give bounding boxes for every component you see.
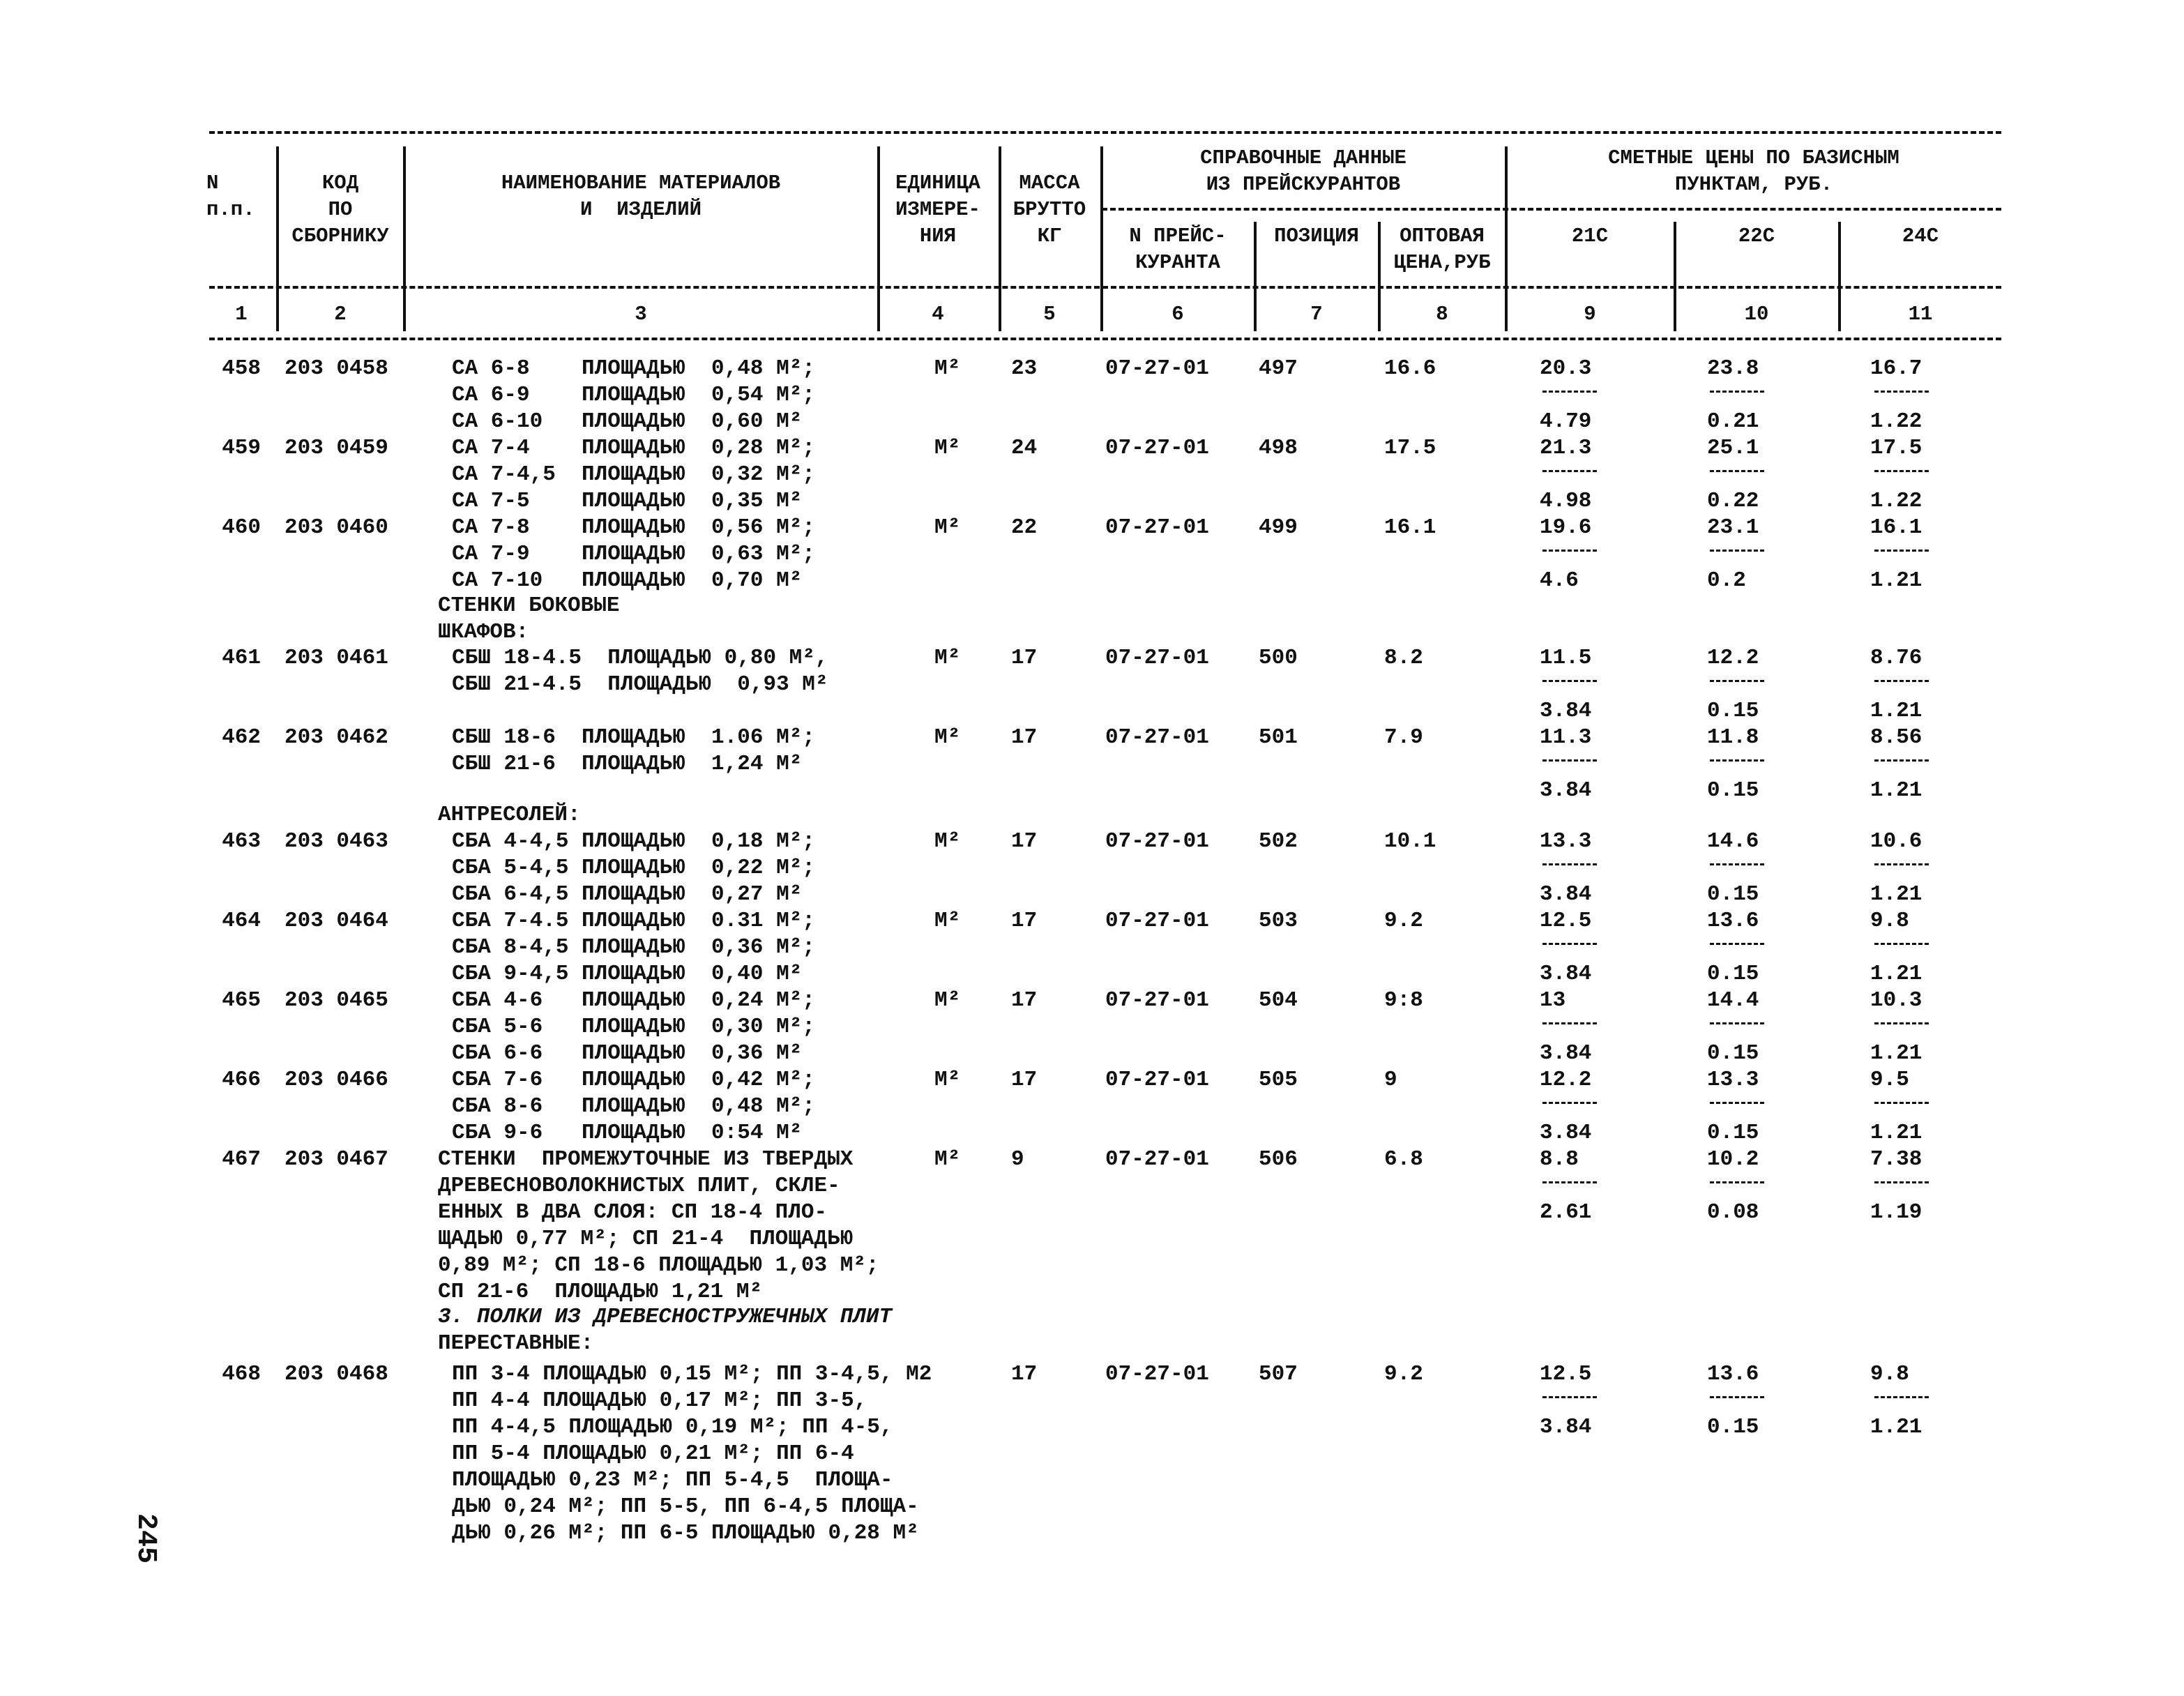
wholesale-price: 9.2 [1384,1362,1423,1386]
price-22c: 14.4 [1707,988,1759,1013]
unit-of-measure: М² [934,515,961,540]
column-number: 3 [635,303,647,326]
material-name-line: СБШ 18-4.5 ПЛОЩАДЬЮ 0,80 М², [452,646,828,670]
row-code: 203 0465 [285,988,388,1013]
section-label: СТЕНКИ БОКОВЫЕ [438,593,620,618]
price-list-number: 07-27-01 [1105,646,1209,670]
row-code: 203 0464 [285,909,388,933]
price-21c: 8.8 [1540,1147,1579,1172]
fraction-divider [1542,863,1597,865]
fraction-divider [1710,863,1764,865]
price-24c-transport: 1.21 [1870,568,1923,593]
row-code: 203 0460 [285,515,388,540]
row-code: 203 0467 [285,1147,388,1172]
price-22c: 23.8 [1707,356,1759,381]
unit-of-measure: М² [934,988,961,1013]
header-col-wholesale: ОПТОВАЯ ЦЕНА,РУБ [1393,225,1491,274]
fraction-divider [1710,1396,1764,1398]
material-name-line: СП 21-6 ПЛОЩАДЬЮ 1,21 М² [438,1280,763,1304]
price-24c: 16.1 [1870,515,1923,540]
fraction-divider [1710,391,1764,393]
wholesale-price: 9:8 [1384,988,1423,1013]
price-24c: 9.8 [1870,1362,1909,1386]
column-number: 4 [932,303,944,326]
price-24c: 10.3 [1870,988,1923,1013]
section-label: ПЕРЕСТАВНЫЕ: [438,1331,594,1356]
column-number: 2 [334,303,347,326]
price-21c-transport: 3.84 [1540,1415,1592,1439]
fraction-divider [1542,943,1597,945]
fraction-divider [1710,1022,1764,1024]
fraction-divider [1874,943,1929,945]
price-list-number: 07-27-01 [1105,436,1209,460]
price-22c: 11.8 [1707,725,1759,750]
price-21c: 11.5 [1540,646,1592,670]
material-name-line: ЩАДЬЮ 0,77 М²; СП 21-4 ПЛОЩАДЬЮ [438,1227,854,1251]
header-col-24c: 24С [1902,225,1939,248]
header-mid-rule [209,286,2001,289]
unit-of-measure: М² [934,1068,961,1092]
price-21c: 19.6 [1540,515,1592,540]
material-name-line: СБА 6-4,5 ПЛОЩАДЬЮ 0,27 М² [452,882,803,907]
price-list-position: 500 [1259,646,1298,670]
price-22c: 13.6 [1707,1362,1759,1386]
material-name-line: СБА 8-6 ПЛОЩАДЬЮ 0,48 М²; [452,1094,815,1119]
price-22c: 14.6 [1707,829,1759,854]
row-number: 464 [222,909,261,933]
price-24c-transport: 1.21 [1870,1121,1923,1145]
row-number: 467 [222,1147,261,1172]
wholesale-price: 16.6 [1384,356,1436,381]
header-group-prices: СМЕТНЫЕ ЦЕНЫ ПО БАЗИСНЫМ ПУНКТАМ, РУБ. [1608,146,1899,196]
fraction-divider [1710,550,1764,552]
header-top-rule [209,131,2001,134]
fraction-divider [1542,1396,1597,1398]
fraction-divider [1542,470,1597,472]
price-22c-transport: 0.15 [1707,882,1759,907]
fraction-divider [1710,680,1764,682]
price-22c: 13.3 [1707,1068,1759,1092]
material-name-line: СА 7-9 ПЛОЩАДЬЮ 0,63 М²; [452,542,815,566]
price-list-position: 503 [1259,909,1298,933]
row-code: 203 0459 [285,436,388,460]
gross-mass: 17 [1011,988,1038,1013]
column-number: 7 [1310,303,1323,326]
price-24c-transport: 1.21 [1870,699,1923,723]
price-24c: 7.38 [1870,1147,1923,1172]
gross-mass: 17 [1011,909,1038,933]
material-name-line: СТЕНКИ ПРОМЕЖУТОЧНЫЕ ИЗ ТВЕРДЫХ [438,1147,854,1172]
price-21c: 13.3 [1540,829,1592,854]
row-number: 458 [222,356,261,381]
price-list-position: 498 [1259,436,1298,460]
material-name-line: СБШ 18-6 ПЛОЩАДЬЮ 1.06 М²; [452,725,815,750]
header-col-price-list: N ПРЕЙС- КУРАНТА [1129,225,1227,274]
material-name-line: ПЛОЩАДЬЮ 0,23 М²; ПП 5-4,5 ПЛОЩА- [452,1468,893,1492]
price-list-position: 499 [1259,515,1298,540]
fraction-divider [1710,470,1764,472]
price-21c: 13 [1540,988,1566,1013]
price-22c-transport: 0.15 [1707,1415,1759,1439]
price-22c-transport: 0.22 [1707,489,1759,513]
fraction-divider [1874,470,1929,472]
price-21c: 11.3 [1540,725,1592,750]
fraction-divider [1710,1102,1764,1104]
material-name-line: СБА 8-4,5 ПЛОЩАДЬЮ 0,36 М²; [452,935,815,960]
material-name-line: ПП 3-4 ПЛОЩАДЬЮ 0,15 М²; ПП 3-4,5, М2 [452,1362,932,1386]
header-group-reference: СПРАВОЧНЫЕ ДАННЫЕ ИЗ ПРЕЙСКУРАНТОВ [1200,146,1406,196]
material-name-line: ПП 4-4 ПЛОЩАДЬЮ 0,17 М²; ПП 3-5, [452,1388,867,1413]
price-24c-transport: 1.21 [1870,1041,1923,1066]
price-22c: 12.2 [1707,646,1759,670]
row-code: 203 0466 [285,1068,388,1092]
row-number: 460 [222,515,261,540]
row-number: 462 [222,725,261,750]
material-name-line: СБА 6-6 ПЛОЩАДЬЮ 0,36 М² [452,1041,803,1066]
price-list-position: 504 [1259,988,1298,1013]
row-number: 459 [222,436,261,460]
fraction-divider [1874,759,1929,762]
price-22c-transport: 0.15 [1707,1121,1759,1145]
material-name-line: СА 7-5 ПЛОЩАДЬЮ 0,35 М² [452,489,803,513]
price-21c-transport: 4.6 [1540,568,1579,593]
fraction-divider [1874,1396,1929,1398]
wholesale-price: 17.5 [1384,436,1436,460]
wholesale-price: 10.1 [1384,829,1436,854]
section-label: ШКАФОВ: [438,620,529,644]
material-name-line: ПП 5-4 ПЛОЩАДЬЮ 0,21 М²; ПП 6-4 [452,1441,854,1466]
material-name-line: СБА 5-6 ПЛОЩАДЬЮ 0,30 М²; [452,1015,815,1039]
price-24c-transport: 1.21 [1870,882,1923,907]
price-list-number: 07-27-01 [1105,725,1209,750]
header-bottom-rule [209,338,2001,340]
price-24c: 16.7 [1870,356,1923,381]
price-24c: 17.5 [1870,436,1923,460]
price-21c: 12.5 [1540,1362,1592,1386]
price-24c-transport: 1.21 [1870,962,1923,986]
fraction-divider [1542,550,1597,552]
material-name-line: СБШ 21-6 ПЛОЩАДЬЮ 1,24 М² [452,752,803,776]
price-22c-transport: 0.15 [1707,1041,1759,1066]
price-24c: 9.8 [1870,909,1909,933]
price-21c-transport: 3.84 [1540,778,1592,803]
gross-mass: 17 [1011,725,1038,750]
gross-mass: 17 [1011,646,1038,670]
price-24c-transport: 1.22 [1870,409,1923,434]
material-name-line: ПП 4-4,5 ПЛОЩАДЬЮ 0,19 М²; ПП 4-5, [452,1415,893,1439]
header-col-22c: 22С [1738,225,1775,248]
material-name-line: СА 7-4,5 ПЛОЩАДЬЮ 0,32 М²; [452,462,815,487]
price-21c: 21.3 [1540,436,1592,460]
header-col-unit: ЕДИНИЦА ИЗМЕРЕ- НИЯ [895,172,980,248]
price-24c-transport: 1.19 [1870,1200,1923,1225]
price-list-number: 07-27-01 [1105,356,1209,381]
price-24c: 8.76 [1870,646,1923,670]
material-name-line: СБА 7-6 ПЛОЩАДЬЮ 0,42 М²; [452,1068,815,1092]
unit-of-measure: М² [934,725,961,750]
material-name-line: СБШ 21-4.5 ПЛОЩАДЬЮ 0,93 М² [452,672,828,697]
unit-of-measure: М² [934,829,961,854]
price-21c-transport: 3.84 [1540,699,1592,723]
wholesale-price: 7.9 [1384,725,1423,750]
material-name-line: СА 7-8 ПЛОЩАДЬЮ 0,56 М²; [452,515,815,540]
wholesale-price: 6.8 [1384,1147,1423,1172]
price-24c: 10.6 [1870,829,1923,854]
price-list-position: 505 [1259,1068,1298,1092]
material-name-line: ДРЕВЕСНОВОЛОКНИСТЫХ ПЛИТ, СКЛЕ- [438,1174,840,1198]
price-22c: 23.1 [1707,515,1759,540]
gross-mass: 22 [1011,515,1038,540]
row-number: 466 [222,1068,261,1092]
gross-mass: 9 [1011,1147,1024,1172]
price-22c: 10.2 [1707,1147,1759,1172]
row-code: 203 0462 [285,725,388,750]
material-name-line: СА 6-9 ПЛОЩАДЬЮ 0,54 М²; [452,383,815,407]
price-list-position: 502 [1259,829,1298,854]
gross-mass: 17 [1011,1362,1038,1386]
price-21c-transport: 3.84 [1540,1121,1592,1145]
wholesale-price: 9.2 [1384,909,1423,933]
price-22c-transport: 0.15 [1707,962,1759,986]
price-21c-transport: 3.84 [1540,962,1592,986]
price-22c: 25.1 [1707,436,1759,460]
wholesale-price: 8.2 [1384,646,1423,670]
column-number: 6 [1171,303,1184,326]
fraction-divider [1874,550,1929,552]
section-label: АНТРЕСОЛЕЙ: [438,803,581,827]
section-label: 3. ПОЛКИ ИЗ ДРЕВЕСНОСТРУЖЕЧНЫХ ПЛИТ [438,1305,893,1329]
fraction-divider [1874,1022,1929,1024]
header-subgroup-rule [1102,208,2001,211]
row-code: 203 0458 [285,356,388,381]
unit-of-measure: М² [934,436,961,460]
wholesale-price: 16.1 [1384,515,1436,540]
price-21c-transport: 2.61 [1540,1200,1592,1225]
row-number: 461 [222,646,261,670]
price-21c-transport: 3.84 [1540,1041,1592,1066]
price-21c-transport: 3.84 [1540,882,1592,907]
column-number: 8 [1436,303,1448,326]
wholesale-price: 9 [1384,1068,1397,1092]
row-number: 465 [222,988,261,1013]
fraction-divider [1710,759,1764,762]
price-list-number: 07-27-01 [1105,909,1209,933]
price-22c-transport: 0.21 [1707,409,1759,434]
price-24c-transport: 1.21 [1870,1415,1923,1439]
gross-mass: 17 [1011,1068,1038,1092]
header-col-code: КОД ПО СБОРНИКУ [291,172,389,248]
row-number: 468 [222,1362,261,1386]
fraction-divider [1542,1102,1597,1104]
column-number: 5 [1043,303,1056,326]
header-col-name: НАИМЕНОВАНИЕ МАТЕРИАЛОВ И ИЗДЕЛИЙ [501,172,781,221]
material-name-line: СА 6-8 ПЛОЩАДЬЮ 0,48 М²; [452,356,815,381]
price-22c-transport: 0.15 [1707,699,1759,723]
row-code: 203 0463 [285,829,388,854]
unit-of-measure: М² [934,356,961,381]
price-list-position: 497 [1259,356,1298,381]
price-22c-transport: 0.08 [1707,1200,1759,1225]
row-code: 203 0461 [285,646,388,670]
fraction-divider [1542,1181,1597,1183]
price-list-number: 07-27-01 [1105,1362,1209,1386]
price-21c: 12.2 [1540,1068,1592,1092]
fraction-divider [1874,1181,1929,1183]
price-22c-transport: 0.2 [1707,568,1746,593]
material-name-line: ДЬЮ 0,24 М²; ПП 5-5, ПП 6-4,5 ПЛОЩА- [452,1494,919,1519]
fraction-divider [1542,391,1597,393]
column-number: 10 [1744,303,1769,326]
price-22c: 13.6 [1707,909,1759,933]
row-number: 463 [222,829,261,854]
column-number: 11 [1908,303,1933,326]
price-list-number: 07-27-01 [1105,829,1209,854]
fraction-divider [1710,1181,1764,1183]
fraction-divider [1874,1102,1929,1104]
fraction-divider [1874,391,1929,393]
price-21c: 20.3 [1540,356,1592,381]
fraction-divider [1874,863,1929,865]
material-name-line: СБА 4-6 ПЛОЩАДЬЮ 0,24 М²; [452,988,815,1013]
price-21c-transport: 4.79 [1540,409,1592,434]
price-21c-transport: 4.98 [1540,489,1592,513]
gross-mass: 17 [1011,829,1038,854]
material-name-line: ДЬЮ 0,26 М²; ПП 6-5 ПЛОЩАДЬЮ 0,28 М² [452,1521,919,1545]
fraction-divider [1874,680,1929,682]
material-name-line: СА 7-4 ПЛОЩАДЬЮ 0,28 М²; [452,436,815,460]
header-col-position: ПОЗИЦИЯ [1274,225,1359,248]
material-name-line: СБА 9-6 ПЛОЩАДЬЮ 0:54 М² [452,1121,803,1145]
price-list-number: 07-27-01 [1105,1147,1209,1172]
header-col-21c: 21С [1571,225,1609,248]
material-name-line: СБА 7-4.5 ПЛОЩАДЬЮ 0.31 М²; [452,909,815,933]
price-24c-transport: 1.21 [1870,778,1923,803]
fraction-divider [1542,759,1597,762]
row-code: 203 0468 [285,1362,388,1386]
price-24c: 9.5 [1870,1068,1909,1092]
price-list-position: 501 [1259,725,1298,750]
unit-of-measure: М² [934,646,961,670]
price-list-number: 07-27-01 [1105,515,1209,540]
price-list-position: 506 [1259,1147,1298,1172]
header-col-number: N п.п. [206,172,255,221]
gross-mass: 23 [1011,356,1038,381]
fraction-divider [1542,680,1597,682]
material-name-line: ЕННЫХ В ДВА СЛОЯ: СП 18-4 ПЛО- [438,1200,828,1225]
price-list-position: 507 [1259,1362,1298,1386]
material-name-line: СА 7-10 ПЛОЩАДЬЮ 0,70 М² [452,568,803,593]
column-number: 1 [235,303,248,326]
price-list-number: 07-27-01 [1105,988,1209,1013]
material-name-line: СБА 4-4,5 ПЛОЩАДЬЮ 0,18 М²; [452,829,815,854]
price-21c: 12.5 [1540,909,1592,933]
price-list-number: 07-27-01 [1105,1068,1209,1092]
page-number: 245 [130,1513,161,1564]
material-name-line: СБА 9-4,5 ПЛОЩАДЬЮ 0,40 М² [452,962,803,986]
unit-of-measure: М² [934,909,961,933]
unit-of-measure: М² [934,1147,961,1172]
fraction-divider [1710,943,1764,945]
price-22c-transport: 0.15 [1707,778,1759,803]
price-24c: 8.56 [1870,725,1923,750]
material-name-line: СБА 5-4,5 ПЛОЩАДЬЮ 0,22 М²; [452,856,815,880]
fraction-divider [1542,1022,1597,1024]
material-name-line: СА 6-10 ПЛОЩАДЬЮ 0,60 М² [452,409,803,434]
column-number: 9 [1584,303,1596,326]
header-col-mass: МАССА БРУТТО КГ [1013,172,1086,248]
material-name-line: 0,89 М²; СП 18-6 ПЛОЩАДЬЮ 1,03 М²; [438,1253,879,1278]
gross-mass: 24 [1011,436,1038,460]
price-24c-transport: 1.22 [1870,489,1923,513]
